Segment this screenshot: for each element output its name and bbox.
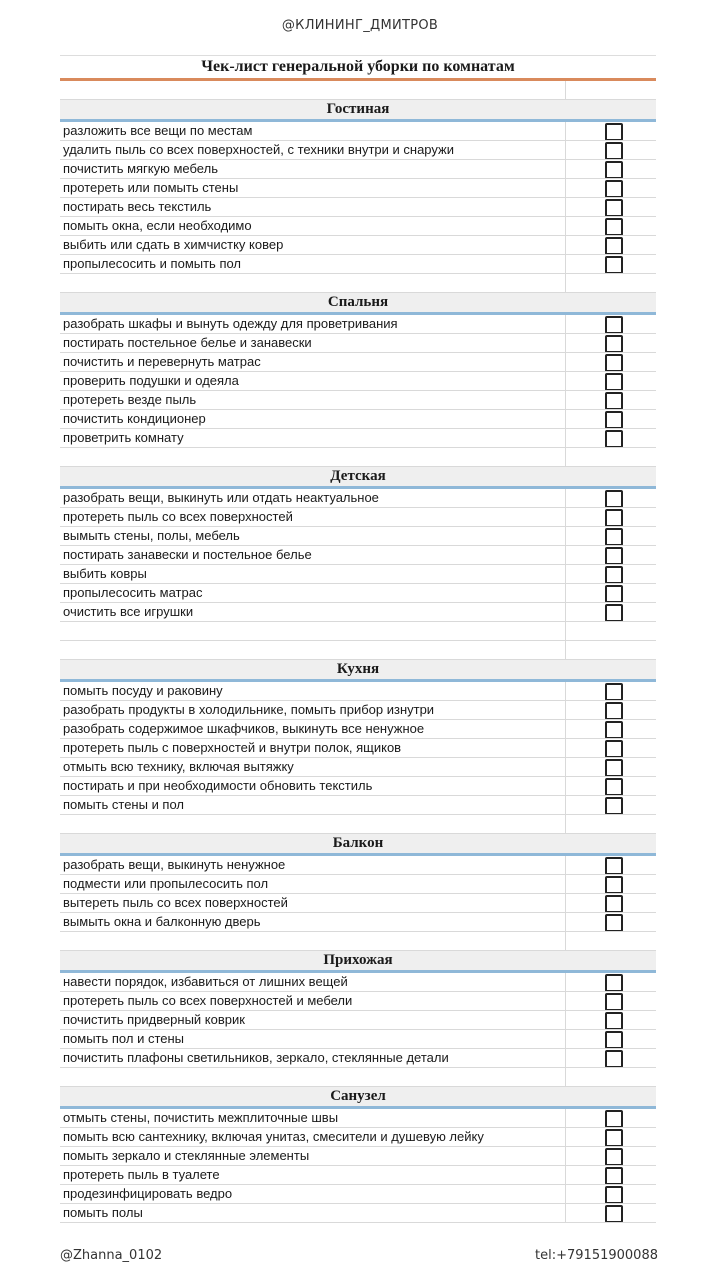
checkbox[interactable] bbox=[605, 256, 623, 274]
checklist-item bbox=[60, 1204, 656, 1223]
checklist-item-label: помыть зеркало и стеклянные элементы bbox=[63, 1148, 310, 1163]
checklist-item-label: разобрать содержимое шкафчиков, выкинуть все ненужное bbox=[63, 721, 425, 736]
checklist-item bbox=[60, 198, 656, 217]
checklist-item-label: вымыть окна и балконную дверь bbox=[63, 914, 261, 929]
checkbox[interactable] bbox=[605, 1148, 623, 1166]
checkbox[interactable] bbox=[605, 759, 623, 777]
checklist-item bbox=[60, 160, 656, 179]
checklist-item-label: помыть окна, если необходимо bbox=[63, 218, 252, 233]
checklist-item bbox=[60, 217, 656, 236]
checklist-item bbox=[60, 1147, 656, 1166]
checkbox[interactable] bbox=[605, 123, 623, 141]
checklist-item-label: выбить ковры bbox=[63, 566, 147, 581]
checklist-item-label: почистить кондиционер bbox=[63, 411, 206, 426]
checklist-item-label: подмести или пропылесосить пол bbox=[63, 876, 269, 891]
checklist-item bbox=[60, 875, 656, 894]
checklist-item-label: разобрать шкафы и вынуть одежду для проветривания bbox=[63, 316, 398, 331]
checklist-item-label: очистить все игрушки bbox=[63, 604, 194, 619]
checklist-item-label: помыть посуду и раковину bbox=[63, 683, 223, 698]
checklist-item-label: помыть стены и пол bbox=[63, 797, 185, 812]
checkbox[interactable] bbox=[605, 585, 623, 603]
checkbox[interactable] bbox=[605, 142, 623, 160]
checklist-item-label: помыть пол и стены bbox=[63, 1031, 185, 1046]
checklist-item-label: постирать занавески и постельное белье bbox=[63, 547, 312, 562]
checkbox[interactable] bbox=[605, 180, 623, 198]
checklist-item bbox=[60, 701, 656, 720]
checkbox[interactable] bbox=[605, 1186, 623, 1204]
checkbox[interactable] bbox=[605, 411, 623, 429]
checklist-item bbox=[60, 1011, 656, 1030]
checkbox[interactable] bbox=[605, 914, 623, 932]
checkbox[interactable] bbox=[605, 199, 623, 217]
checklist-item-label: помыть всю сантехнику, включая унитаз, смесители и душевую лейку bbox=[63, 1129, 484, 1144]
checklist-item-label: почистить придверный коврик bbox=[63, 1012, 245, 1027]
section-heading: Балкон bbox=[60, 834, 656, 856]
blank-row bbox=[60, 641, 656, 660]
checklist-item bbox=[60, 1128, 656, 1147]
section-heading: Спальня bbox=[60, 293, 656, 315]
checklist-item-label: почистить плафоны светильников, зеркало, стеклянные детали bbox=[63, 1050, 449, 1065]
checkbox[interactable] bbox=[605, 740, 623, 758]
checkbox[interactable] bbox=[605, 1050, 623, 1068]
checklist-item bbox=[60, 682, 656, 701]
footer-instagram: @Zhanna_0102 bbox=[60, 1248, 163, 1263]
checklist-item bbox=[60, 796, 656, 815]
checklist-item-label: вытереть пыль со всех поверхностей bbox=[63, 895, 288, 910]
checkbox[interactable] bbox=[605, 528, 623, 546]
checklist-item bbox=[60, 565, 656, 584]
checklist-item-label: почистить и перевернуть матрас bbox=[63, 354, 261, 369]
checklist-item-label: разобрать продукты в холодильнике, помыть прибор изнутри bbox=[63, 702, 435, 717]
checkbox[interactable] bbox=[605, 1205, 623, 1223]
checklist-item-label: помыть полы bbox=[63, 1205, 143, 1220]
checklist-item-label: удалить пыль со всех поверхностей, с техники внутри и снаружи bbox=[63, 142, 454, 157]
checklist-item bbox=[60, 489, 656, 508]
checklist-item-label: отмыть всю технику, включая вытяжку bbox=[63, 759, 294, 774]
checkbox[interactable] bbox=[605, 993, 623, 1011]
header-handle: @КЛИНИНГ_ДМИТРОВ bbox=[281, 18, 439, 33]
checklist-item-label: постирать постельное белье и занавески bbox=[63, 335, 312, 350]
checklist-item-label: проверить подушки и одеяла bbox=[63, 373, 239, 388]
checkbox[interactable] bbox=[605, 218, 623, 236]
checkbox[interactable] bbox=[605, 547, 623, 565]
blank-row bbox=[60, 448, 656, 467]
checklist-item-label: отмыть стены, почистить межплиточные швы bbox=[63, 1110, 339, 1125]
checklist-item bbox=[60, 739, 656, 758]
checkbox[interactable] bbox=[605, 354, 623, 372]
checklist-item bbox=[60, 334, 656, 353]
checklist-item bbox=[60, 913, 656, 932]
checkbox[interactable] bbox=[605, 392, 623, 410]
checklist-item bbox=[60, 777, 656, 796]
checklist-item bbox=[60, 584, 656, 603]
checklist-item bbox=[60, 1030, 656, 1049]
checklist-item bbox=[60, 1049, 656, 1068]
checklist-item bbox=[60, 992, 656, 1011]
checklist-item bbox=[60, 546, 656, 565]
checklist-item bbox=[60, 894, 656, 913]
checkbox[interactable] bbox=[605, 876, 623, 894]
blank-row bbox=[60, 81, 656, 100]
checklist-item-label: почистить мягкую мебель bbox=[63, 161, 218, 176]
checklist-item bbox=[60, 603, 656, 622]
checklist-item-label: разложить все вещи по местам bbox=[63, 123, 253, 138]
checklist-item bbox=[60, 1185, 656, 1204]
blank-row bbox=[60, 815, 656, 834]
checkbox[interactable] bbox=[605, 237, 623, 255]
checklist-item bbox=[60, 429, 656, 448]
checklist-item-label: протереть или помыть стены bbox=[63, 180, 239, 195]
checkbox[interactable] bbox=[605, 373, 623, 391]
checkbox[interactable] bbox=[605, 335, 623, 353]
checklist-item bbox=[60, 391, 656, 410]
checklist-item-label: постирать и при необходимости обновить текстиль bbox=[63, 778, 373, 793]
blank-row bbox=[60, 1068, 656, 1087]
checklist-item-label: протереть пыль со всех поверхностей bbox=[63, 509, 293, 524]
checkbox[interactable] bbox=[605, 316, 623, 334]
checklist-item bbox=[60, 973, 656, 992]
checklist-item-label: протереть пыль со всех поверхностей и мебели bbox=[63, 993, 353, 1008]
checkbox[interactable] bbox=[605, 721, 623, 739]
checklist-item bbox=[60, 508, 656, 527]
checkbox[interactable] bbox=[605, 797, 623, 815]
checkbox[interactable] bbox=[605, 566, 623, 584]
checklist-item-label: разобрать вещи, выкинуть или отдать неактуальное bbox=[63, 490, 379, 505]
checklist-item-label: протереть пыль в туалете bbox=[63, 1167, 220, 1182]
checklist-item-label: разобрать вещи, выкинуть ненужное bbox=[63, 857, 286, 872]
footer-phone: tel:+79151900088 bbox=[535, 1248, 658, 1263]
section-heading: Прихожая bbox=[60, 951, 656, 973]
section-heading: Детская bbox=[60, 467, 656, 489]
checklist-item bbox=[60, 179, 656, 198]
checklist-title: Чек-лист генеральной уборки по комнатам bbox=[60, 55, 656, 81]
checkbox[interactable] bbox=[605, 974, 623, 992]
blank-row bbox=[60, 932, 656, 951]
checkbox[interactable] bbox=[605, 1031, 623, 1049]
checklist-item-label: пропылесосить матрас bbox=[63, 585, 203, 600]
checklist-item bbox=[60, 236, 656, 255]
checklist-item bbox=[60, 720, 656, 739]
sections-container bbox=[60, 100, 656, 1223]
checklist-item bbox=[60, 372, 656, 391]
checkbox[interactable] bbox=[605, 1012, 623, 1030]
checklist-item-label: навести порядок, избавиться от лишних вещей bbox=[63, 974, 348, 989]
checklist-item bbox=[60, 315, 656, 334]
checkbox[interactable] bbox=[605, 857, 623, 875]
checkbox[interactable] bbox=[605, 778, 623, 796]
blank-row bbox=[60, 274, 656, 293]
checkbox[interactable] bbox=[605, 161, 623, 179]
checklist-item bbox=[60, 1109, 656, 1128]
checklist-item-label: пропылесосить и помыть пол bbox=[63, 256, 242, 271]
checkbox[interactable] bbox=[605, 604, 623, 622]
checklist-item-label: проветрить комнату bbox=[63, 430, 184, 445]
checkbox[interactable] bbox=[605, 430, 623, 448]
checklist-item bbox=[60, 527, 656, 546]
checklist-item bbox=[60, 1166, 656, 1185]
blank-row bbox=[60, 622, 656, 641]
checklist-item-label: выбить или сдать в химчистку ковер bbox=[63, 237, 284, 252]
checklist-item bbox=[60, 141, 656, 160]
checkbox[interactable] bbox=[605, 702, 623, 720]
checkbox[interactable] bbox=[605, 895, 623, 913]
checkbox[interactable] bbox=[605, 1167, 623, 1185]
checklist-item bbox=[60, 856, 656, 875]
checklist-item bbox=[60, 758, 656, 777]
checklist-item-label: протереть везде пыль bbox=[63, 392, 197, 407]
checkbox[interactable] bbox=[605, 683, 623, 701]
section-heading: Кухня bbox=[60, 660, 656, 682]
checkbox[interactable] bbox=[605, 1129, 623, 1147]
checklist-item bbox=[60, 122, 656, 141]
checklist-item bbox=[60, 410, 656, 429]
section-heading: Санузел bbox=[60, 1087, 656, 1109]
section-heading: Гостиная bbox=[60, 100, 656, 122]
checkbox[interactable] bbox=[605, 509, 623, 527]
checklist-item-label: постирать весь текстиль bbox=[63, 199, 212, 214]
checklist-sheet bbox=[60, 55, 656, 1223]
checklist-item-label: протереть пыль с поверхностей и внутри полок, ящиков bbox=[63, 740, 402, 755]
checkbox[interactable] bbox=[605, 490, 623, 508]
checkbox[interactable] bbox=[605, 1110, 623, 1128]
checklist-item bbox=[60, 353, 656, 372]
checklist-item bbox=[60, 255, 656, 274]
checklist-item-label: продезинфицировать ведро bbox=[63, 1186, 233, 1201]
checklist-item-label: вымыть стены, полы, мебель bbox=[63, 528, 240, 543]
